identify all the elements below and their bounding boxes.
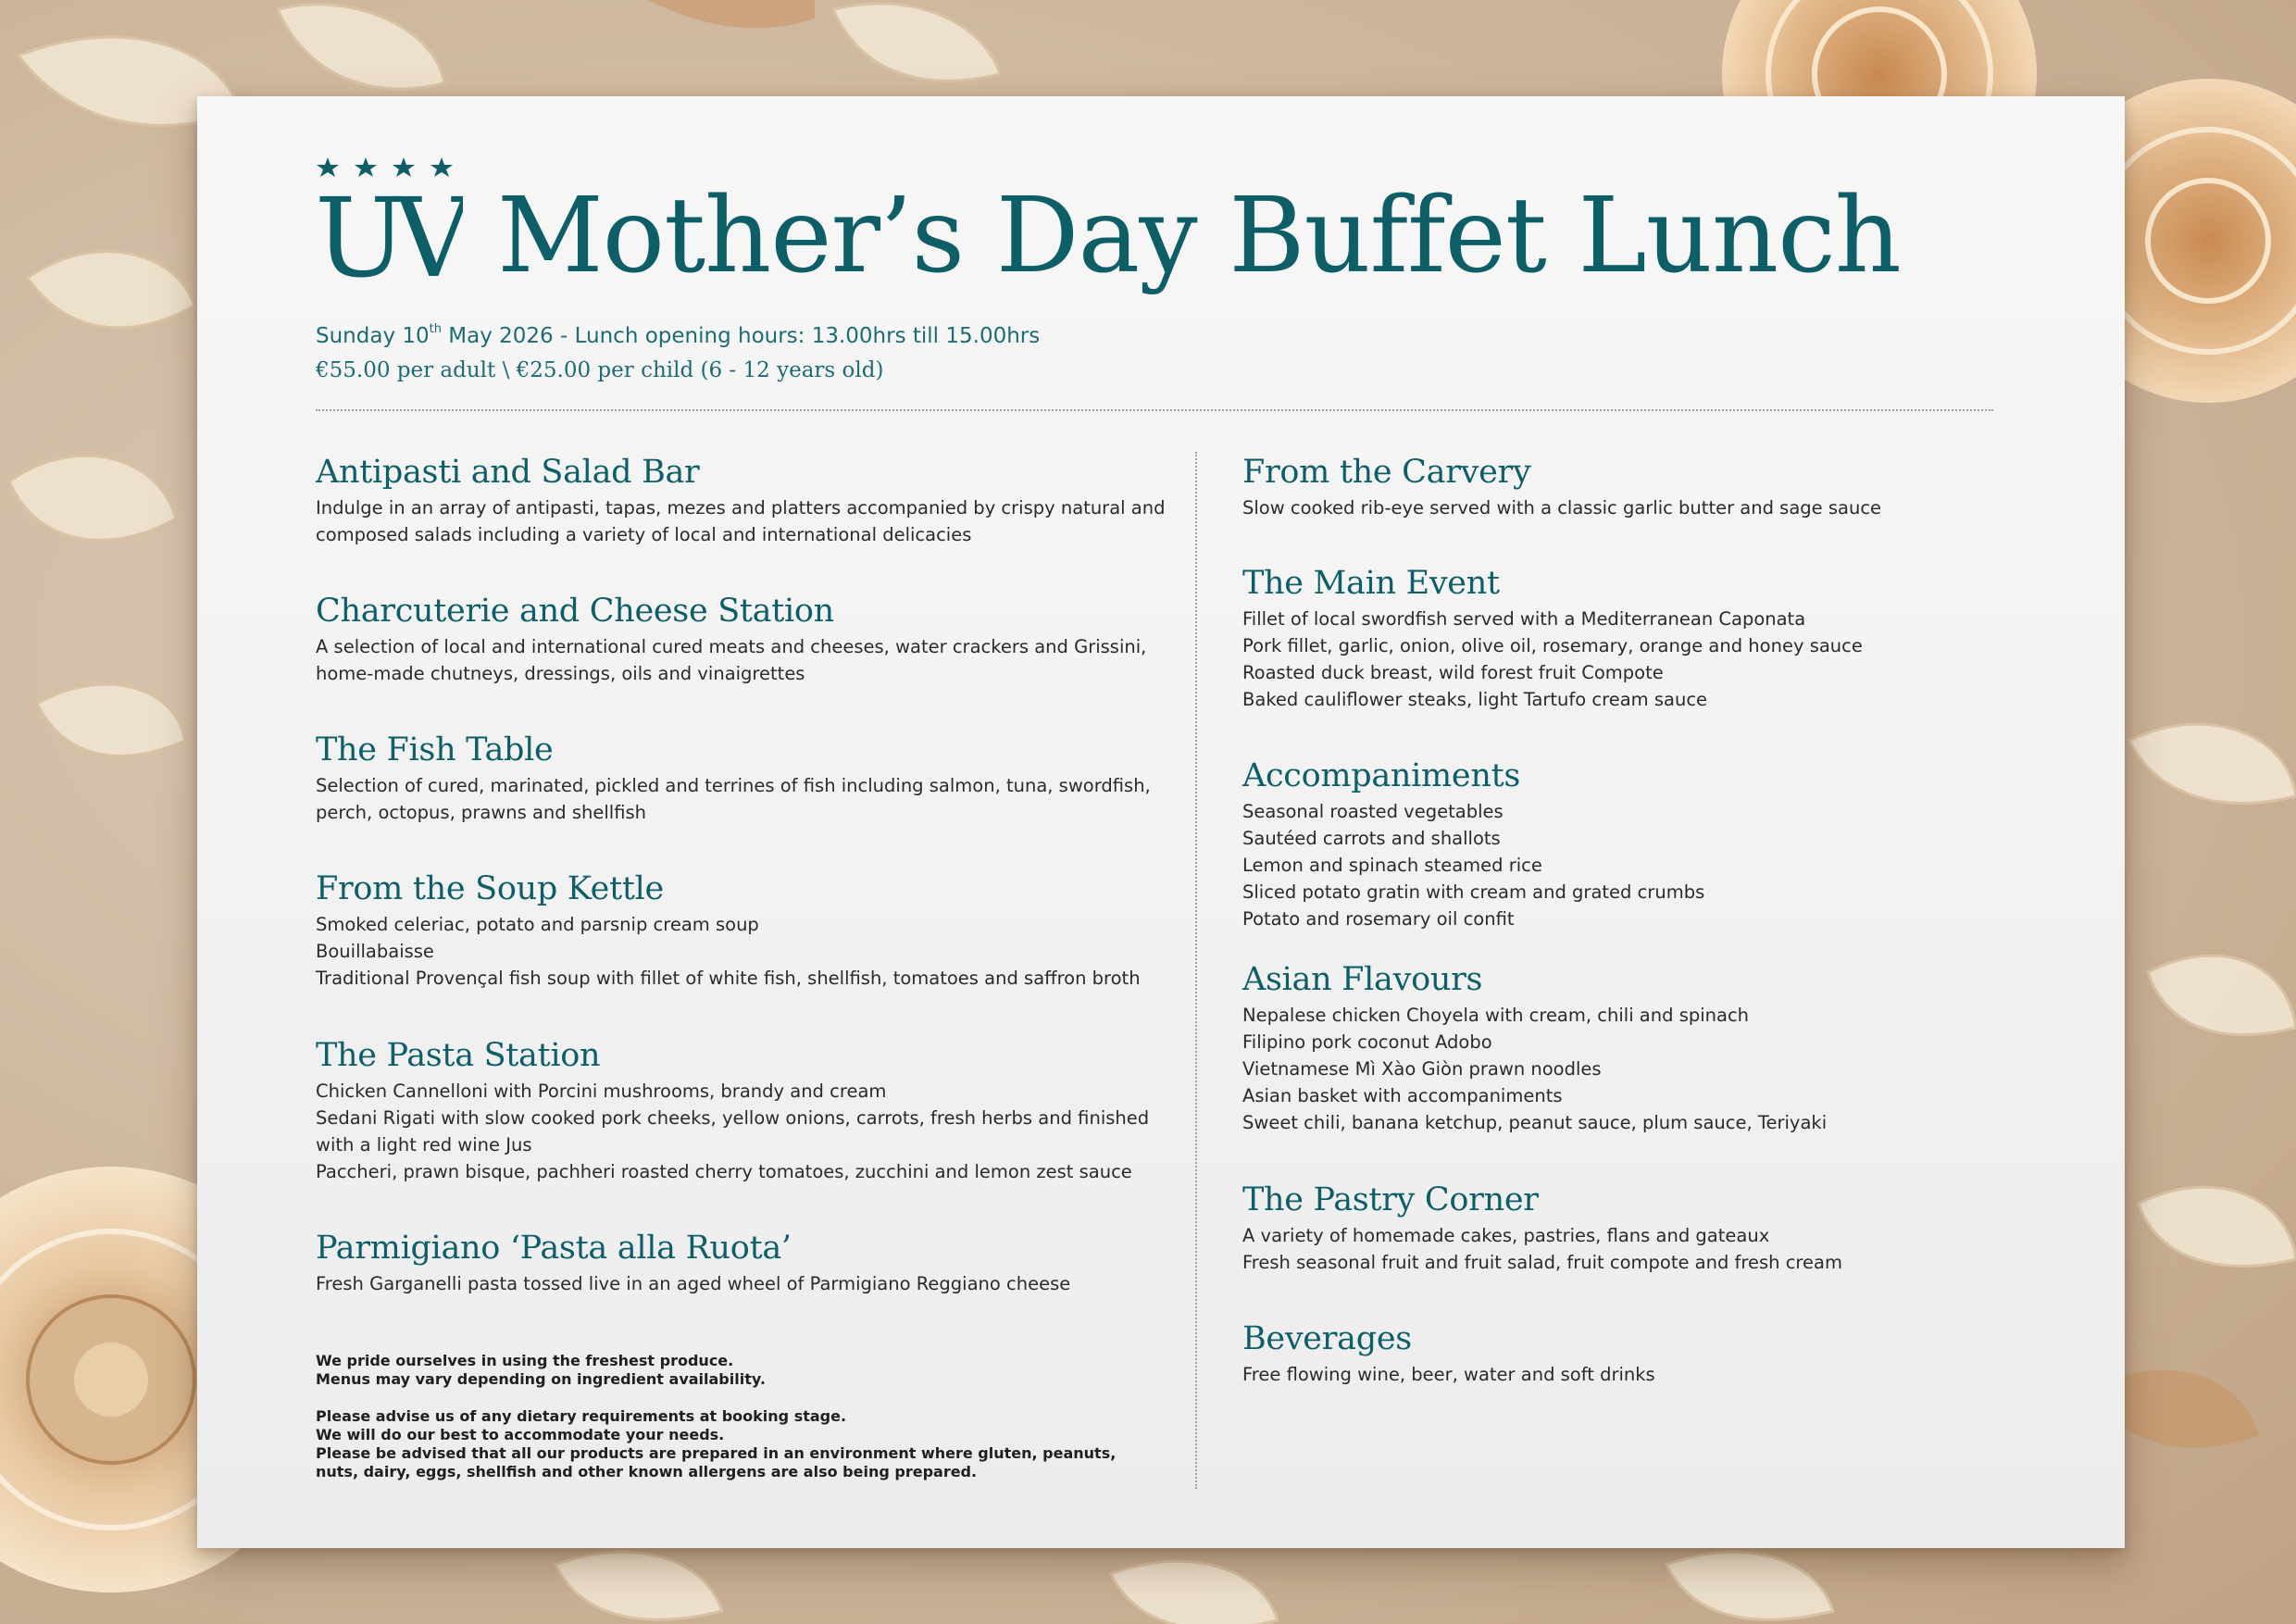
- produce-note: We pride ourselves in using the freshest produce. Menus may vary depending on ingredient availability.: [316, 1352, 766, 1388]
- menu-item: A variety of homemade cakes, pastries, flans and gateaux: [1242, 1225, 1770, 1246]
- section-title: The Main Event: [1242, 565, 1500, 602]
- leaf: [555, 1552, 722, 1619]
- menu-item: Roasted duck breast, wild forest fruit Compote: [1242, 662, 1664, 683]
- menu-item: Lemon and spinach steamed rice: [1242, 855, 1542, 876]
- section-main-event: [1242, 565, 1863, 713]
- menu-item: Fillet of local swordfish served with a Mediterranean Caponata: [1242, 608, 1806, 630]
- leaf: [2129, 724, 2296, 803]
- menu-card: [197, 96, 2125, 1548]
- menu-item: Fresh Garganelli pasta tossed live in an aged wheel of Parmigiano Reggiano cheese: [316, 1273, 1071, 1294]
- menu-item: Slow cooked rib-eye served with a classic garlic butter and sage sauce: [1242, 497, 1882, 518]
- menu-item: A selection of local and international cured meats and cheeses, water crackers and Grissini,: [316, 636, 1147, 657]
- menu-item: Filipino pork coconut Adobo: [1242, 1031, 1492, 1053]
- section-asian-flavours: [1242, 961, 1827, 1136]
- section-carvery: [1242, 454, 1881, 521]
- leaf: [2139, 1187, 2296, 1266]
- menu-item: Selection of cured, marinated, pickled and terrines of fish including salmon, tuna, swordfish,: [316, 775, 1151, 796]
- leaf: [2148, 956, 2296, 1034]
- leaf: [833, 4, 1000, 81]
- menu-item: Nepalese chicken Choyela with cream, chili and spinach: [1242, 1005, 1750, 1026]
- menu-item: Pork fillet, garlic, onion, olive oil, rosemary, orange and honey sauce: [1242, 635, 1863, 656]
- section-pastry-corner: [1242, 1181, 1842, 1276]
- menu-item: perch, octopus, prawns and shellfish: [316, 802, 647, 823]
- section-title: Beverages: [1242, 1320, 1412, 1357]
- menu-item: home-made chutneys, dressings, oils and vinaigrettes: [316, 663, 805, 684]
- section-title: Charcuterie and Cheese Station: [316, 593, 834, 630]
- column-divider: [1195, 452, 1197, 1489]
- leaf: [278, 5, 444, 89]
- menu-item: Bouillabaisse: [316, 941, 434, 962]
- menu-item: Seasonal roasted vegetables: [1242, 801, 1504, 822]
- allergen-note: Please advise us of any dietary requirements at booking stage. We will do our best to accommodate your needs. Please be advised that all our products are prepared in an environment where gluten, peanuts, nuts, dairy, eggs, shellfish and other known allergens are also being prepared.: [316, 1407, 1117, 1480]
- leaf: [648, 0, 815, 28]
- section-title: From the Soup Kettle: [316, 870, 664, 907]
- menu-item: Free flowing wine, beer, water and soft drinks: [1242, 1364, 1655, 1385]
- section-beverages: [1242, 1320, 1655, 1388]
- menu-item: Fresh seasonal fruit and fruit salad, fruit compote and fresh cream: [1242, 1252, 1842, 1273]
- section-pasta-station: [316, 1037, 1149, 1185]
- menu-item: Baked cauliflower steaks, light Tartufo cream sauce: [1242, 689, 1708, 710]
- section-title: From the Carvery: [1242, 454, 1531, 491]
- leaf: [28, 252, 194, 328]
- leaf: [1666, 1552, 1833, 1619]
- section-title: Accompaniments: [1242, 757, 1521, 794]
- menu-item: Sedani Rigati with slow cooked pork cheeks, yellow onions, carrots, fresh herbs and finished: [316, 1107, 1150, 1129]
- menu-item: with a light red wine Jus: [316, 1134, 532, 1156]
- menu-item: Indulge in an array of antipasti, tapas, mezes and platters accompanied by crispy natural and: [316, 497, 1166, 518]
- menu-item: Sautéed carrots and shallots: [1242, 828, 1501, 849]
- menu-item: Asian basket with accompaniments: [1242, 1085, 1563, 1106]
- menu-item: composed salads including a variety of local and international delicacies: [316, 524, 972, 545]
- section-title: Antipasti and Salad Bar: [316, 454, 700, 491]
- section-parmigiano: [316, 1230, 1070, 1297]
- leaf: [37, 684, 185, 756]
- menu-item: Sliced potato gratin with cream and grated crumbs: [1242, 881, 1705, 903]
- hotel-logo: [315, 154, 463, 283]
- menu-item: Traditional Provençal fish soup with fillet of white fish, shellfish, tomatoes and saffron broth: [316, 968, 1141, 989]
- page-title: Mother’s Day Buffet Lunch: [497, 176, 1901, 296]
- menu-item: Paccheri, prawn bisque, pachheri roasted cherry tomatoes, zucchini and lemon zest sauce: [316, 1161, 1132, 1182]
- section-title: Parmigiano ‘Pasta alla Ruota’: [316, 1230, 792, 1267]
- leaf: [9, 456, 176, 540]
- section-title: The Pastry Corner: [1242, 1181, 1539, 1218]
- prices: €55.00 per adult \ €25.00 per child (6 - 12 years old): [316, 358, 884, 382]
- section-fish-table: [316, 731, 1151, 826]
- section-title: Asian Flavours: [1242, 961, 1483, 998]
- section-accompaniments: [1242, 757, 1704, 932]
- menu-item: Vietnamese Mì Xào Giòn prawn noodles: [1242, 1058, 1602, 1080]
- menu-item: Sweet chili, banana ketchup, peanut sauce, plum sauce, Teriyaki: [1242, 1112, 1828, 1133]
- section-charcuterie: [316, 593, 1146, 687]
- menu-item: Smoked celeriac, potato and parsnip cream soup: [316, 914, 759, 935]
- logo-monogram: UV: [315, 174, 460, 283]
- section-soup-kettle: [316, 870, 1141, 992]
- section-antipasti: [316, 454, 1165, 548]
- section-title: The Pasta Station: [316, 1037, 601, 1074]
- date-and-hours: Sunday 10th May 2026 - Lunch opening hours: 13.00hrs till 15.00hrs: [316, 322, 1041, 348]
- horizontal-divider: [316, 409, 1993, 411]
- menu-item: Chicken Cannelloni with Porcini mushrooms, brandy and cream: [316, 1081, 887, 1102]
- section-title: The Fish Table: [316, 731, 554, 768]
- leaf: [1111, 1561, 1278, 1624]
- menu-item: Potato and rosemary oil confit: [1242, 908, 1515, 930]
